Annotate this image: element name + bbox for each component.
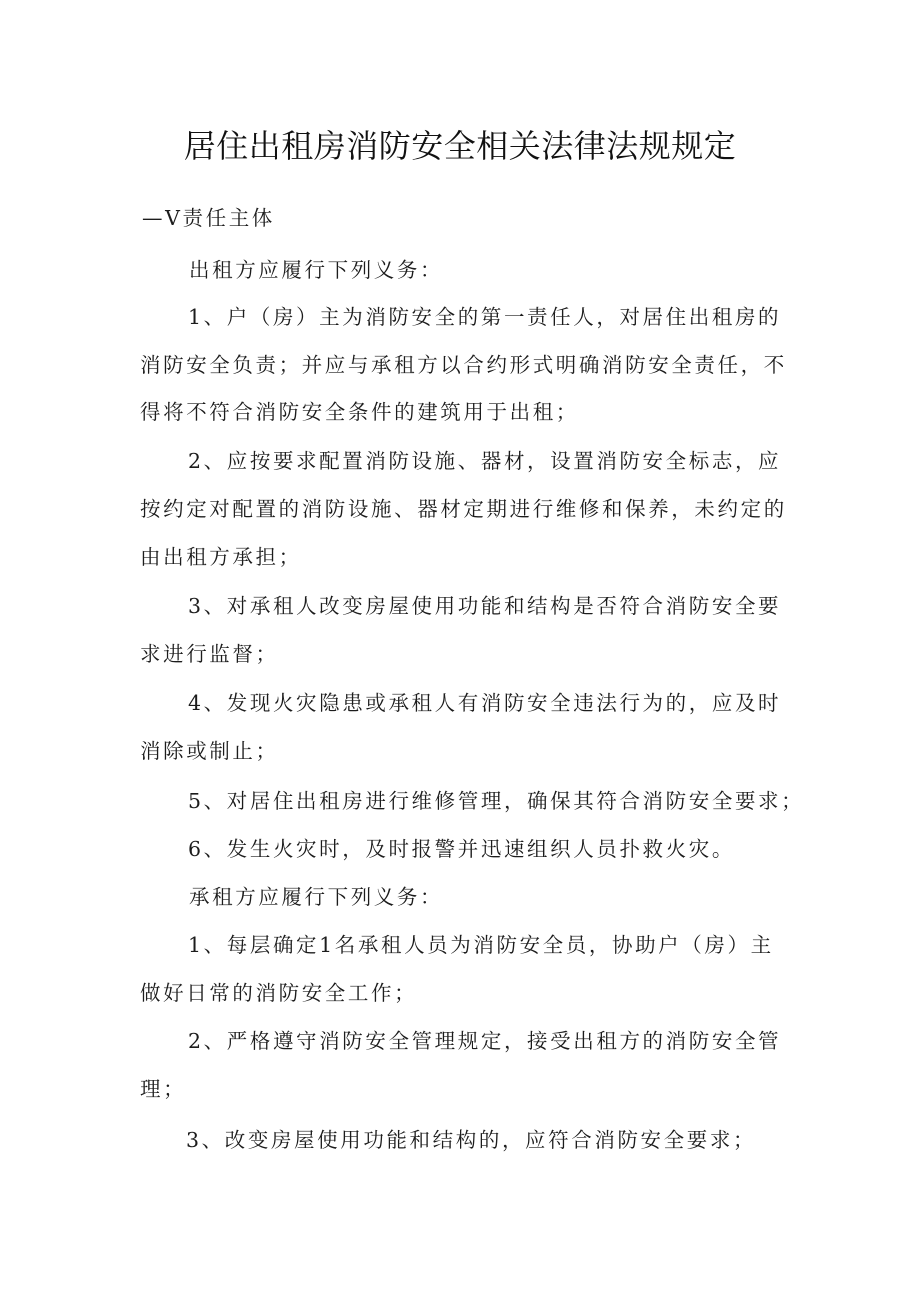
landlord-item-4-line-2: 消除或制止；: [140, 739, 279, 763]
landlord-item-4-line-1: 4、发现火灾隐患或承租人有消防安全违法行为的，应及时: [188, 691, 782, 715]
landlord-intro: 出租方应履行下列义务：: [189, 258, 444, 282]
tenant-item-2-line-1: 2、严格遵守消防安全管理规定，接受出租方的消防安全管: [188, 1029, 782, 1053]
section-heading: —V责任主体: [142, 206, 275, 230]
tenant-item-1-line-1: 1、每层确定1名承租人员为消防安全员，协助户（房）主: [188, 933, 774, 957]
tenant-item-2-line-2: 理；: [140, 1077, 187, 1101]
landlord-item-1-line-2: 消防安全负责；并应与承租方以合约形式明确消防安全责任，不: [140, 353, 787, 377]
landlord-item-5-line-1: 5、对居住出租房进行维修管理，确保其符合消防安全要求；: [188, 789, 805, 813]
tenant-intro: 承租方应履行下列义务：: [189, 885, 444, 909]
landlord-item-3-line-1: 3、对承租人改变房屋使用功能和结构是否符合消防安全要: [188, 594, 782, 618]
landlord-item-2-line-2: 按约定对配置的消防设施、器材定期进行维修和保养，未约定的: [140, 497, 787, 521]
tenant-item-1-line-2: 做好日常的消防安全工作；: [140, 981, 418, 1005]
landlord-item-6-line-1: 6、发生火灾时，及时报警并迅速组织人员扑救火灾。: [188, 837, 735, 861]
landlord-item-1-line-1: 1、户（房）主为消防安全的第一责任人，对居住出租房的: [188, 305, 782, 329]
landlord-item-2-line-1: 2、应按要求配置消防设施、器材，设置消防安全标志，应: [188, 449, 782, 473]
landlord-item-2-line-3: 由出租方承担；: [140, 545, 302, 569]
page-title: 居住出租房消防安全相关法律法规规定: [183, 127, 737, 165]
tenant-item-3-line-1: 3、改变房屋使用功能和结构的，应符合消防安全要求；: [186, 1128, 757, 1152]
landlord-item-1-line-3: 得将不符合消防安全条件的建筑用于出租；: [140, 400, 579, 424]
landlord-item-3-line-2: 求进行监督；: [140, 642, 279, 666]
